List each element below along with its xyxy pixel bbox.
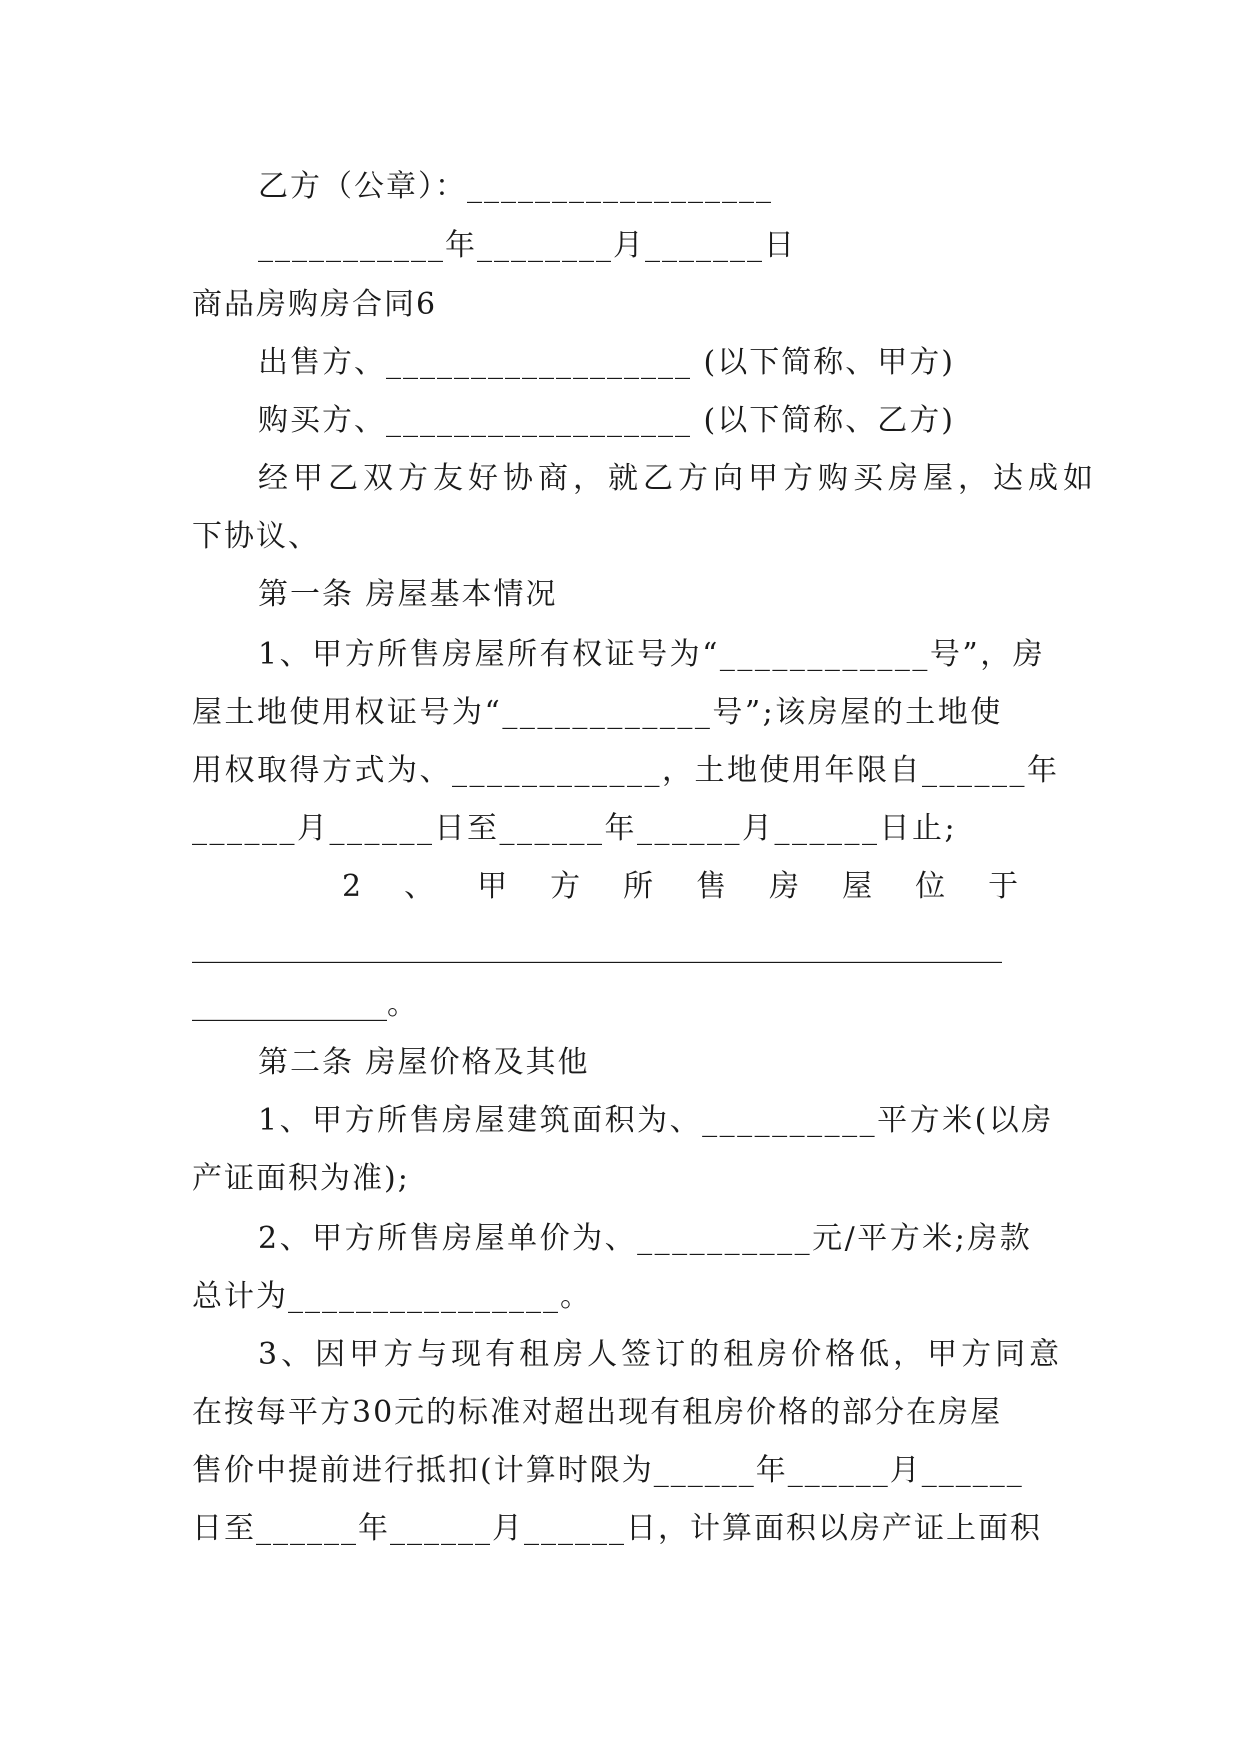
article-2-clause-3-line-4: 日至______年______月______日，计算面积以房产证上面积 [192, 1511, 1042, 1546]
article-1-clause-2-line-1: 2、甲方所售房屋位于 [342, 869, 1062, 904]
article-1-clause-2-end-line: _____________。 [192, 987, 417, 1022]
article-1-clause-1-line-3: 用权取得方式为、____________，土地使用年限自______年 [192, 753, 1060, 788]
article-2-clause-1-line-2: 产证面积为准); [192, 1161, 410, 1196]
seller-line: 出售方、__________________ (以下简称、甲方) [258, 345, 955, 380]
intro-paragraph-line-1: 经甲乙双方友好协商，就乙方向甲方购买房屋，达成如 [258, 461, 1098, 496]
article-1-clause-1-line-4: ______月______日至______年______月______日止; [192, 811, 958, 846]
article-2-clause-2-line-1: 2、甲方所售房屋单价为、__________元/平方米;房款 [258, 1221, 1033, 1256]
article-1-clause-1-line-1: 1、甲方所售房屋所有权证号为“____________号”，房 [258, 637, 1046, 672]
article-2-clause-3-line-3: 售价中提前进行抵扣(计算时限为______年______月______ [192, 1453, 1024, 1488]
article-2-clause-3-line-1: 3、因甲方与现有租房人签订的租房价格低，甲方同意 [258, 1337, 1064, 1372]
article-2-clause-1-line-1: 1、甲方所售房屋建筑面积为、__________平方米(以房 [258, 1103, 1054, 1138]
party-b-seal-line: 乙方（公章）：__________________ [258, 169, 773, 204]
article-1-clause-2-blank-line: ______________________________________________________ [192, 929, 1002, 964]
intro-paragraph-line-2: 下协议、 [192, 519, 320, 554]
article-2-clause-2-line-2: 总计为________________。 [192, 1279, 592, 1314]
article-2-heading: 第二条 房屋价格及其他 [258, 1045, 590, 1080]
article-2-clause-3-line-2: 在按每平方30元的标准对超出现有租房价格的部分在房屋 [192, 1395, 1003, 1430]
article-1-clause-1-line-2: 屋土地使用权证号为“____________号”;该房屋的土地使 [192, 695, 1003, 730]
date-line: ___________年________月_______日 [258, 228, 796, 263]
contract-title: 商品房购房合同6 [192, 287, 438, 322]
buyer-line: 购买方、__________________ (以下简称、乙方) [258, 403, 955, 438]
article-1-heading: 第一条 房屋基本情况 [258, 577, 558, 612]
